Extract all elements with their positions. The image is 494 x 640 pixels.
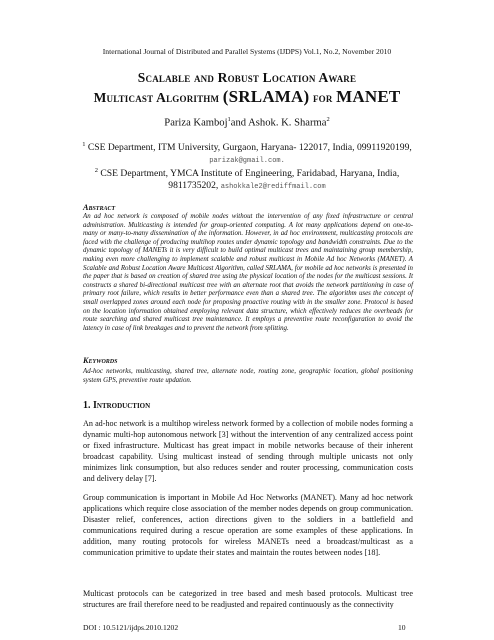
title-line-2: Multicast Algorithm (SRLAMA) for MANET <box>93 87 401 106</box>
affiliation-2: $^2$ CSE Department, YMCA Institute of Engineering, Faridabad, Haryana, India, 9811735202, ashokkale2@rediffmail.com <box>94 167 400 192</box>
footer-page-number: 10 <box>398 623 406 632</box>
abstract-heading: Abstract <box>83 203 116 212</box>
email-link-2[interactable]: ashokkale2@rediffmail.com <box>220 183 326 192</box>
authors-line: Pariza Kamboj$^1$and Ashok. K. Sharma$^2$ <box>164 116 330 129</box>
intro-paragraph-2: Group communication is important in Mobile Ad Hoc Networks (MANET). Many ad hoc network applications which require close association of the member nodes depends on group communication. Disaster relief, conferences, action directions given to the soldiers in a battlefield and communications required during a rescue operation are some examples of these applications. In addition, many routing protocols for wireless MANETs need a broadcast/multicast as a communication primitive to update their states and maintain the routes between nodes [18]. <box>83 493 413 558</box>
footer-doi: DOI : 10.5121/ijdps.2010.1202 <box>83 623 179 632</box>
intro-paragraph-3: Multicast protocols can be categorized in tree based and mesh based protocols. Multicast tree structures are frail therefore need to be readjusted and repaired continuously as the connectivity <box>83 589 413 610</box>
title-line-1: Scalable and Robust Location Aware <box>137 70 357 85</box>
keywords-heading: Keywords <box>83 356 118 365</box>
running-header: International Journal of Distributed and Parallel Systems (IJDPS) Vol.1, No.2, November 2010 <box>102 47 392 56</box>
intro-paragraph-1: An ad-hoc network is a multihop wireless network formed by a collection of mobile nodes forming a dynamic multi-hop autonomous network [3] without the intervention of any centralized access point or fixed infrastructure. Multicast has great impact in mobile networks because of their inherent broadcast capability. Using multicast instead of sending through multiple unicasts not only minimizes link consumption, but also reduces sender and router processing, communication costs and delivery delay [7]. <box>83 419 413 484</box>
abstract-text: An ad hoc network is composed of mobile nodes without the intervention of any fixed infrastructure or central administration. Multicasting is intended for group-oriented computing. A lot many applications depend on one-to-many or many-to-many dissemination of the information. However, in ad hoc environment, multicasting protocols are faced with the challenge of producing multihop routes under dynamic topology and bandwidth constraints. Due to the dynamic topology of MANETs it is very difficult to build optimal multicast trees and maintaining group membership, making even more challenging to implement scalable and robust multicast in Mobile Ad hoc Networks (MANET). A Scalable and Robust Location Aware Multicast Algorithm, called SRLAMA, for mobile ad hoc networks is presented in the paper that is based on creation of shared tree using the physical location of the nodes for the multicast sessions. It constructs a shared bi-directional multicast tree with an alternate root that avoids the network partitioning in case of primary root failure, which results in better performance even than a shared tree. The algorithm uses the concept of small overlapped zones around each node for proposing proactive routing with in the smaller zone. Protocol is based on the location information obtained employing relevant data structure, which effectively reduces the overheads for route searching and shared multicast tree maintenance. It employs a preventive route reconfiguration to avoid the latency in case of link breakages and to prevent the network from splitting. <box>83 213 413 332</box>
email-link-1[interactable]: parizak@gmail.com. <box>209 157 285 166</box>
affiliation-1: $^1$ CSE Department, ITM University, Gurgaon, Haryana- 122017, India, 09911920199, parizak@gmail.com. <box>82 141 412 166</box>
title-manet: MANET <box>336 87 401 106</box>
title-acronym: (SRLAMA) <box>222 87 310 106</box>
introduction-heading: 1. Introduction <box>83 400 151 411</box>
keywords-text: Ad-hoc networks, multicasting, shared tree, alternate node, routing zone, geographic location, global positioning system GPS, preventive route updation. <box>83 368 413 384</box>
paper-title <box>40 68 454 107</box>
